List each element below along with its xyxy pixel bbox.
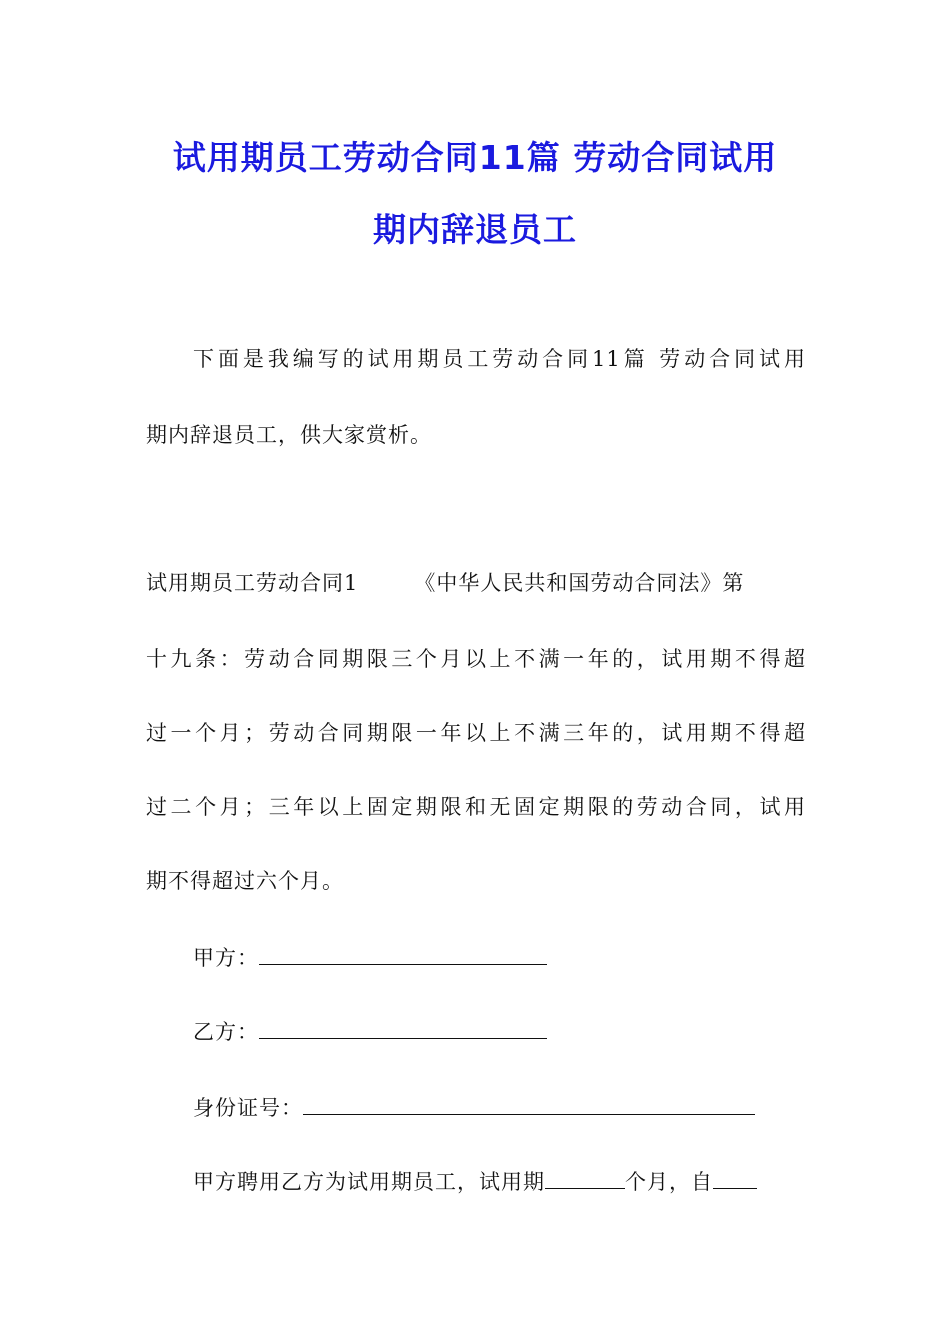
employment-text-b: 个月，自 <box>625 1170 713 1194</box>
id-number-label: 身份证号： <box>193 1096 303 1120</box>
law-citation: 《中华人民共和国劳动合同法》第 <box>414 571 745 595</box>
party-b-label: 乙方： <box>193 1020 259 1044</box>
party-a-blank-field[interactable] <box>259 942 547 965</box>
law-paragraph-line-5: 期不得超过六个月。 <box>146 869 344 893</box>
document-title-line-2: 期内辞退员工 <box>373 210 577 249</box>
party-b-blank-field[interactable] <box>259 1016 547 1039</box>
law-paragraph-line-2: 十九条：劳动合同期限三个月以上不满一年的，试用期不得超 <box>146 647 806 671</box>
section-heading: 试用期员工劳动合同1 <box>146 571 359 595</box>
start-date-blank-field[interactable] <box>713 1166 757 1189</box>
law-paragraph-line-1 <box>146 568 806 598</box>
probation-months-blank-field[interactable] <box>545 1166 625 1189</box>
employment-row <box>193 1166 806 1197</box>
party-b-row <box>193 1016 806 1047</box>
document-title-line-1: 试用期员工劳动合同11篇 劳动合同试用 <box>172 138 778 177</box>
intro-paragraph-line-2: 期内辞退员工，供大家赏析。 <box>146 423 432 447</box>
party-a-row <box>193 942 806 973</box>
id-number-row <box>193 1092 806 1123</box>
id-number-blank-field[interactable] <box>303 1092 755 1115</box>
employment-text-a: 甲方聘用乙方为试用期员工，试用期 <box>193 1170 545 1194</box>
party-a-label: 甲方： <box>193 946 259 970</box>
intro-paragraph-line-1: 下面是我编写的试用期员工劳动合同11篇 劳动合同试用 <box>193 347 806 371</box>
law-paragraph-line-4: 过二个月；三年以上固定期限和无固定期限的劳动合同，试用 <box>146 795 806 819</box>
law-paragraph-line-3: 过一个月；劳动合同期限一年以上不满三年的，试用期不得超 <box>146 721 806 745</box>
